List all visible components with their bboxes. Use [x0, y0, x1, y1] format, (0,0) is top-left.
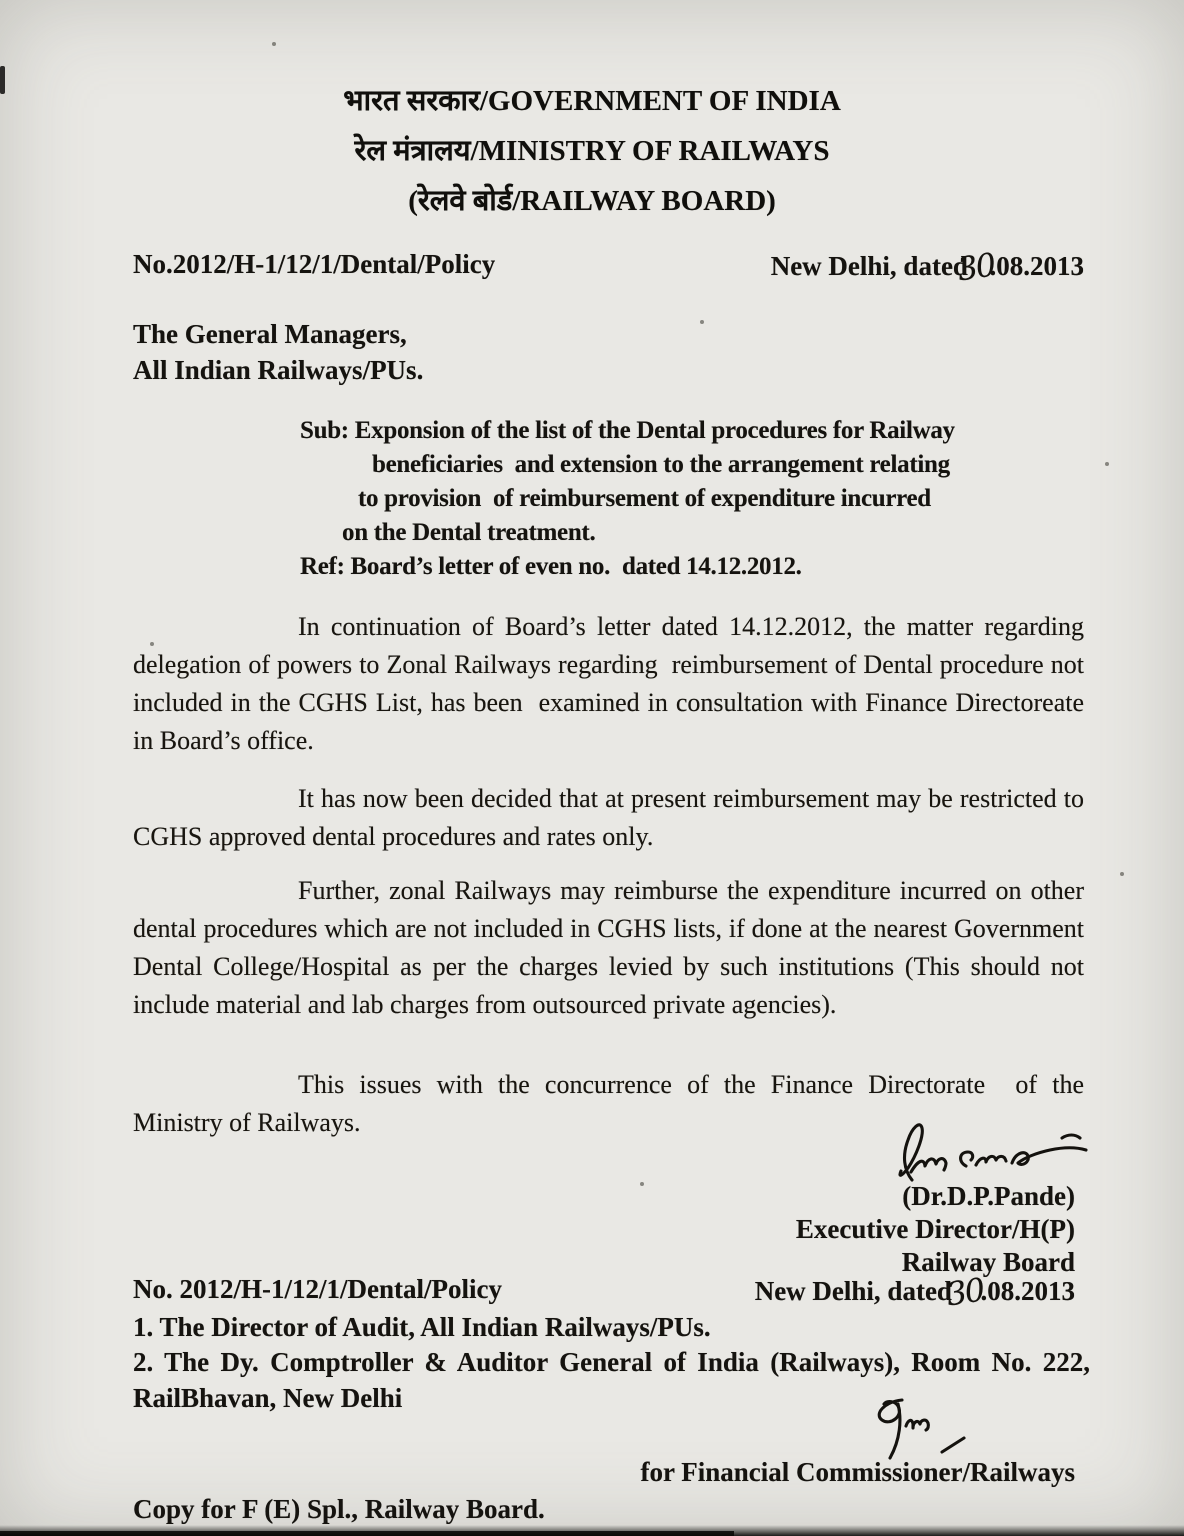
body-paragraph-4: This issues with the concurrence of the Finance Directorate of the Ministry of Railways. — [133, 1070, 1084, 1137]
file-number-top: No.2012/H-1/12/1/Dental/Policy — [133, 249, 496, 279]
subject-block — [300, 414, 1092, 584]
subject-line-1: Sub: Exponsion of the list of the Dental procedures for Railway — [300, 417, 955, 444]
reference-row-top — [133, 245, 1084, 289]
subject-line-2: beneficiaries and extension to the arrangement relating — [372, 451, 950, 478]
letterhead — [0, 76, 1184, 226]
place-date-bottom — [754, 1270, 1075, 1314]
closing-block — [796, 1180, 1075, 1279]
scan-speck — [1105, 462, 1109, 466]
signature-for-financial-commissioner — [850, 1392, 968, 1466]
addressee-line-1: The General Managers, — [133, 319, 407, 349]
signatory-name: (Dr.D.P.Pande) — [902, 1181, 1075, 1211]
org-line-railway-board: (रेलवे बोर्ड/RAILWAY BOARD) — [408, 185, 776, 217]
body-paragraph-3: Further, zonal Railways may reimburse the expenditure incurred on other dental procedures which are not included in CGHS lists, if done at the nearest Government Dental College/Hospital as per the charges levied by such institutions (This should not include material and lab charges from outsourced private agencies). — [133, 876, 1084, 1019]
place-date-top — [770, 245, 1084, 289]
org-line-government: भारत सरकार/GOVERNMENT OF INDIA — [343, 85, 841, 117]
date-prefix-bottom: New Delhi, dated — [754, 1276, 952, 1306]
scan-speck — [272, 42, 276, 46]
scan-speck — [640, 1182, 644, 1186]
body-paragraph-2: It has now been decided that at present reimbursement may be restricted to CGHS approved dental procedures and rates only. — [133, 784, 1084, 851]
copy-to-item-1: 1. The Director of Audit, All Indian Railways/PUs. — [133, 1312, 711, 1342]
handwritten-date-bottom: 30 — [943, 1270, 986, 1314]
scan-edge-mark — [0, 66, 5, 94]
signature-executive-director — [878, 1116, 1098, 1184]
reference-line: Ref: Board’s letter of even no. dated 14.12.2012. — [300, 553, 802, 580]
subject-line-3: to provision of reimbursement of expenditure incurred — [358, 485, 931, 512]
body-paragraph-1: In continuation of Board’s letter dated 14.12.2012, the matter regarding delegation of powers to Zonal Railways regarding reimbursement of Dental procedure not included in the CGHS List, has been examined in consultation with Finance Directoreate in Board’s office. — [133, 612, 1084, 755]
date-suffix-top: .08.2013 — [989, 251, 1084, 281]
copy-to-item-2: 2. The Dy. Comptroller & Auditor General of India (Railways), Room No. 222, RailBhavan, New Delhi — [133, 1347, 1090, 1413]
date-suffix-bottom: .08.2013 — [980, 1276, 1075, 1306]
signatory-organization: Railway Board — [901, 1247, 1075, 1277]
scan-speck — [1120, 872, 1124, 876]
org-line-ministry: रेल मंत्रालय/MINISTRY OF RAILWAYS — [354, 135, 830, 167]
scan-speck — [700, 320, 704, 324]
subject-line-4: on the Dental treatment. — [342, 519, 596, 546]
signatory-designation: Executive Director/H(P) — [795, 1214, 1075, 1244]
handwritten-date-top: 30 — [954, 245, 997, 289]
file-number-bottom: No. 2012/H-1/12/1/Dental/Policy — [133, 1274, 502, 1304]
footer-copy-line: Copy for F (E) Spl., Railway Board. — [133, 1494, 545, 1524]
date-prefix-top: New Delhi, dated — [770, 251, 968, 281]
scan-speck — [150, 642, 154, 646]
for-signatory-line: for Financial Commissioner/Railways — [640, 1457, 1075, 1487]
addressee-line-2: All Indian Railways/PUs. — [133, 355, 424, 385]
reference-row-bottom — [133, 1270, 1075, 1314]
addressee-block — [133, 316, 423, 388]
scan-edge-strip — [0, 1531, 734, 1536]
